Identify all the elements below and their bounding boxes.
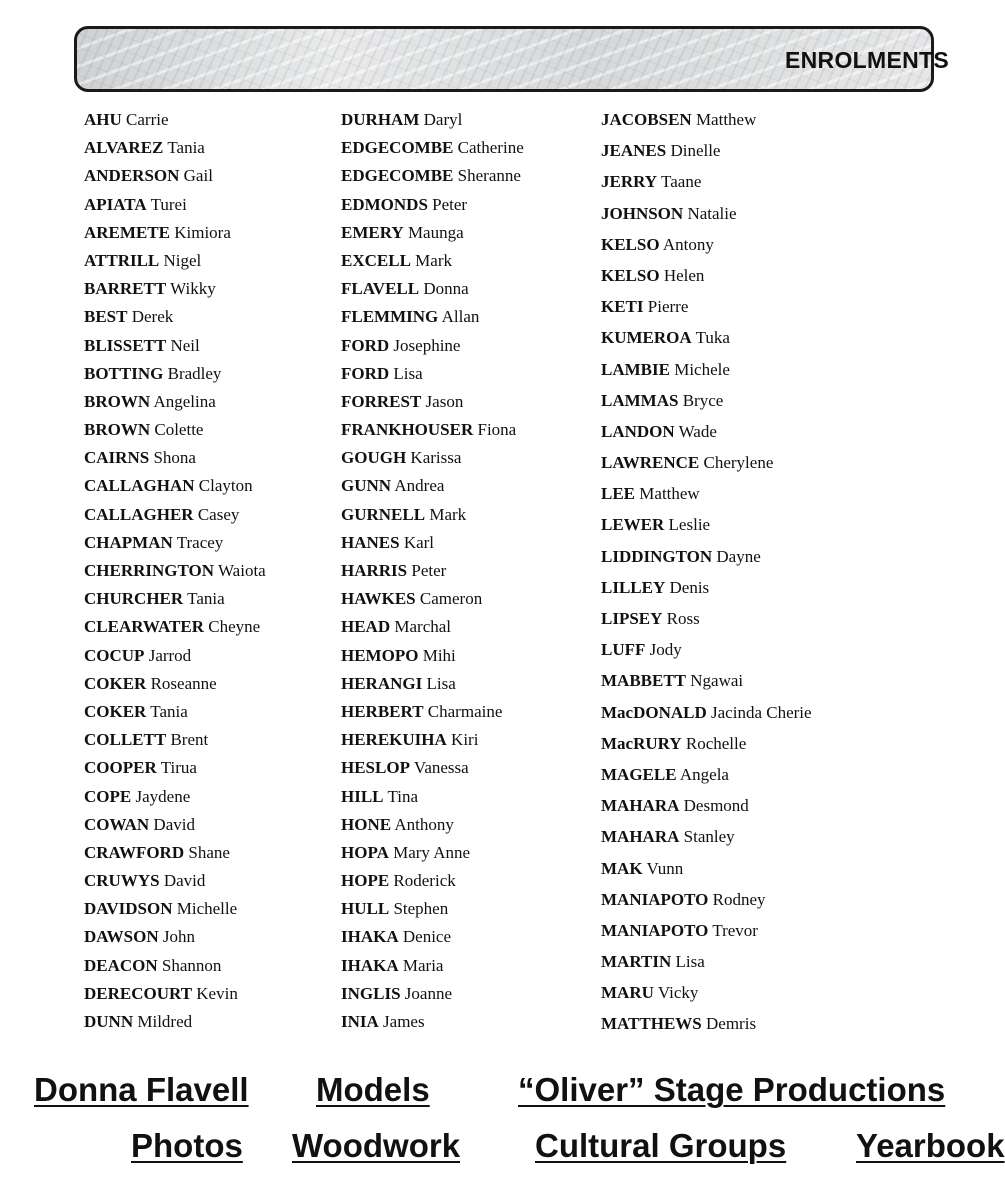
given-name: Wade	[678, 421, 717, 441]
given-name: Angelina	[153, 391, 216, 411]
link-woodwork[interactable]: Woodwork	[292, 1127, 461, 1164]
surname: AHU	[84, 110, 122, 129]
banner-title: ENROLMENTS	[785, 47, 949, 73]
given-name: Tina	[387, 786, 419, 806]
given-name: Jody	[649, 640, 682, 660]
given-name: Casey	[197, 504, 240, 524]
given-name: Waiota	[218, 561, 266, 580]
surname: KUMEROA	[601, 328, 692, 348]
surname: COPE	[84, 786, 132, 806]
surname: MAK	[601, 858, 643, 878]
given-name: John	[162, 927, 195, 947]
given-name: Cheyne	[208, 617, 261, 637]
given-name: Lisa	[393, 363, 423, 383]
surname: LIDDINGTON	[601, 546, 713, 566]
given-name: Charmaine	[427, 701, 503, 721]
given-name: Tirua	[160, 758, 197, 778]
given-name: Karl	[403, 532, 435, 552]
given-name: Demris	[706, 1014, 757, 1034]
surname: HULL	[341, 899, 390, 919]
surname: MAHARA	[601, 827, 680, 847]
given-name: Shona	[153, 448, 196, 468]
surname: CALLAGHER	[84, 504, 194, 524]
surname: HEREKUIHA	[341, 730, 447, 750]
given-name: Allan	[441, 307, 480, 327]
given-name: Peter	[411, 561, 447, 580]
surname: COLLETT	[84, 730, 167, 750]
given-name: Taane	[661, 172, 702, 192]
given-name: Colette	[154, 420, 204, 440]
surname: HESLOP	[341, 758, 410, 778]
surname: INIA	[341, 1012, 379, 1031]
given-name: Catherine	[457, 138, 524, 158]
given-name: Denice	[402, 927, 452, 947]
given-name: Mildred	[137, 1012, 193, 1031]
given-name: David	[163, 871, 206, 891]
given-name: Mark	[415, 250, 452, 270]
given-name: Antony	[662, 234, 714, 254]
surname: COKER	[84, 673, 147, 693]
surname: INGLIS	[341, 983, 401, 1003]
surname: ALVAREZ	[84, 138, 164, 158]
given-name: Bradley	[167, 363, 222, 383]
given-name: Rochelle	[685, 733, 747, 753]
surname: DURHAM	[341, 110, 420, 129]
given-name: Shane	[188, 842, 230, 862]
given-name: Helen	[663, 265, 705, 285]
given-name: Natalie	[687, 203, 737, 223]
given-name: Gail	[183, 166, 213, 186]
surname: LANDON	[601, 421, 675, 441]
surname: DAVIDSON	[84, 899, 173, 919]
given-name: Fiona	[477, 420, 517, 440]
surname: COWAN	[84, 814, 150, 834]
given-name: Dinelle	[670, 141, 721, 161]
given-name: Desmond	[683, 796, 749, 816]
given-name: Michelle	[176, 899, 238, 919]
surname: BROWN	[84, 391, 151, 411]
given-name: Tuka	[695, 328, 730, 348]
surname: LIPSEY	[601, 609, 663, 628]
link-yearbook[interactable]: Yearbook	[856, 1127, 1005, 1164]
surname: HERBERT	[341, 701, 424, 721]
surname: APIATA	[84, 194, 147, 214]
given-name: Rodney	[712, 889, 766, 909]
surname: MANIAPOTO	[601, 889, 709, 909]
surname: MAHARA	[601, 796, 680, 816]
given-name: Nigel	[163, 250, 202, 270]
surname: HARRIS	[341, 561, 408, 580]
given-name: Matthew	[639, 484, 700, 504]
given-name: Andrea	[394, 476, 445, 496]
given-name: Kiri	[451, 730, 479, 750]
link-cultural-groups[interactable]: Cultural Groups	[535, 1127, 787, 1164]
given-name: Roseanne	[150, 673, 217, 693]
given-name: Jason	[425, 391, 464, 411]
given-name: Roderick	[393, 871, 456, 891]
surname: FLAVELL	[341, 279, 420, 299]
surname: LAMMAS	[601, 390, 679, 410]
surname: LILLEY	[601, 577, 666, 597]
given-name: Matthew	[695, 110, 757, 129]
given-name: Ngawai	[690, 671, 744, 691]
surname: HAWKES	[341, 589, 416, 609]
given-name: Bryce	[682, 390, 724, 410]
given-name: Donna	[423, 279, 469, 299]
surname: BLISSETT	[84, 335, 167, 355]
surname: HONE	[341, 814, 392, 834]
given-name: Cherylene	[703, 453, 774, 473]
surname: HEAD	[341, 617, 391, 637]
given-name: Stanley	[683, 827, 735, 847]
surname: CLEARWATER	[84, 617, 204, 637]
surname: FORD	[341, 363, 390, 383]
given-name: Tania	[167, 138, 205, 158]
given-name: Maria	[402, 955, 444, 975]
link-photos[interactable]: Photos	[131, 1127, 243, 1164]
surname: IHAKA	[341, 927, 399, 947]
surname: BOTTING	[84, 363, 164, 383]
given-name: Neil	[170, 335, 200, 355]
surname: JOHNSON	[601, 203, 684, 223]
given-name: Josephine	[393, 335, 461, 355]
given-name: Joanne	[404, 983, 452, 1003]
given-name: Kevin	[196, 983, 238, 1003]
surname: MacRURY	[601, 733, 682, 753]
surname: COCUP	[84, 645, 145, 665]
given-name: Mark	[429, 504, 467, 524]
surname: JERRY	[601, 172, 658, 192]
given-name: Mihi	[422, 645, 456, 665]
given-name: Angela	[679, 764, 729, 784]
given-name: Peter	[432, 194, 468, 214]
surname: ATTRILL	[84, 250, 160, 270]
surname: MAGELE	[601, 764, 677, 784]
surname: MATTHEWS	[601, 1014, 702, 1034]
surname: FLEMMING	[341, 307, 439, 327]
surname: FORREST	[341, 391, 422, 411]
surname: EDGECOMBE	[341, 138, 454, 158]
surname: CRAWFORD	[84, 842, 185, 862]
surname: MacDONALD	[601, 702, 707, 722]
surname: LUFF	[601, 640, 646, 660]
given-name: Mary Anne	[393, 842, 471, 862]
surname: DEACON	[84, 955, 158, 975]
surname: EDMONDS	[341, 194, 428, 214]
surname: HILL	[341, 786, 384, 806]
given-name: Vanessa	[413, 758, 469, 778]
given-name: Jaydene	[135, 786, 191, 806]
given-name: Vunn	[646, 858, 684, 878]
surname: EMERY	[341, 222, 404, 242]
surname: CAIRNS	[84, 448, 150, 468]
surname: MABBETT	[601, 671, 687, 691]
given-name: Daryl	[423, 110, 463, 129]
given-name: Kimiora	[174, 222, 231, 242]
given-name: Ross	[666, 609, 700, 628]
surname: LAMBIE	[601, 359, 670, 379]
surname: EDGECOMBE	[341, 166, 454, 186]
given-name: Stephen	[393, 899, 449, 919]
surname: EXCELL	[341, 250, 411, 270]
surname: COKER	[84, 701, 147, 721]
given-name: Carrie	[126, 110, 169, 129]
given-name: Jarrod	[148, 645, 192, 665]
given-name: Lisa	[675, 952, 705, 972]
given-name: Shannon	[161, 955, 222, 975]
surname: BEST	[84, 307, 128, 327]
surname: ANDERSON	[84, 166, 180, 186]
given-name: Denis	[669, 577, 710, 597]
surname: HEMOPO	[341, 645, 419, 665]
given-name: Dayne	[716, 546, 761, 566]
surname: CHERRINGTON	[84, 561, 215, 580]
surname: CRUWYS	[84, 871, 160, 891]
given-name: Cameron	[419, 589, 483, 609]
given-name: Jacinda Cherie	[711, 702, 812, 722]
surname: HERANGI	[341, 673, 423, 693]
surname: KELSO	[601, 265, 660, 285]
given-name: Karissa	[410, 448, 462, 468]
surname: KETI	[601, 297, 644, 317]
surname: KELSO	[601, 234, 660, 254]
given-name: Derek	[131, 307, 174, 327]
link-donna-flavell[interactable]: Donna Flavell	[34, 1071, 249, 1108]
given-name: Pierre	[647, 297, 689, 317]
surname: GOUGH	[341, 448, 407, 468]
given-name: Anthony	[394, 814, 454, 834]
surname: JEANES	[601, 141, 667, 161]
surname: DUNN	[84, 1012, 134, 1031]
surname: AREMETE	[84, 222, 170, 242]
given-name: Michele	[674, 359, 730, 379]
surname: GURNELL	[341, 504, 426, 524]
link-oliver-stage-productions[interactable]: “Oliver” Stage Productions	[518, 1071, 946, 1108]
surname: DAWSON	[84, 927, 159, 947]
surname: FRANKHOUSER	[341, 420, 474, 440]
given-name: Wikky	[170, 279, 216, 299]
surname: CHAPMAN	[84, 532, 173, 552]
given-name: Turei	[150, 194, 187, 214]
surname: LEWER	[601, 515, 665, 535]
given-name: Brent	[170, 730, 209, 750]
surname: MARTIN	[601, 952, 672, 972]
surname: COOPER	[84, 758, 157, 778]
surname: MARU	[601, 983, 654, 1003]
given-name: Tania	[150, 701, 188, 721]
surname: JACOBSEN	[601, 110, 692, 129]
surname: BARRETT	[84, 279, 167, 299]
given-name: James	[383, 1012, 425, 1031]
given-name: Marchal	[394, 617, 452, 637]
given-name: Clayton	[198, 476, 253, 496]
surname: HOPA	[341, 842, 389, 862]
given-name: Sheranne	[457, 166, 521, 186]
given-name: Maunga	[407, 222, 464, 242]
surname: CALLAGHAN	[84, 476, 195, 496]
surname: BROWN	[84, 420, 151, 440]
link-models[interactable]: Models	[316, 1071, 430, 1108]
given-name: Lisa	[426, 673, 456, 693]
surname: MANIAPOTO	[601, 920, 709, 940]
surname: DERECOURT	[84, 983, 193, 1003]
given-name: Leslie	[668, 515, 711, 535]
surname: LAWRENCE	[601, 453, 700, 473]
surname: CHURCHER	[84, 589, 184, 609]
given-name: Trevor	[712, 920, 758, 940]
given-name: Vicky	[657, 983, 699, 1003]
given-name: David	[153, 814, 195, 834]
surname: HANES	[341, 532, 400, 552]
surname: IHAKA	[341, 955, 399, 975]
surname: LEE	[601, 484, 636, 504]
given-name: Tracey	[176, 532, 224, 552]
surname: HOPE	[341, 871, 390, 891]
given-name: Tania	[187, 589, 225, 609]
surname: FORD	[341, 335, 390, 355]
surname: GUNN	[341, 476, 392, 496]
